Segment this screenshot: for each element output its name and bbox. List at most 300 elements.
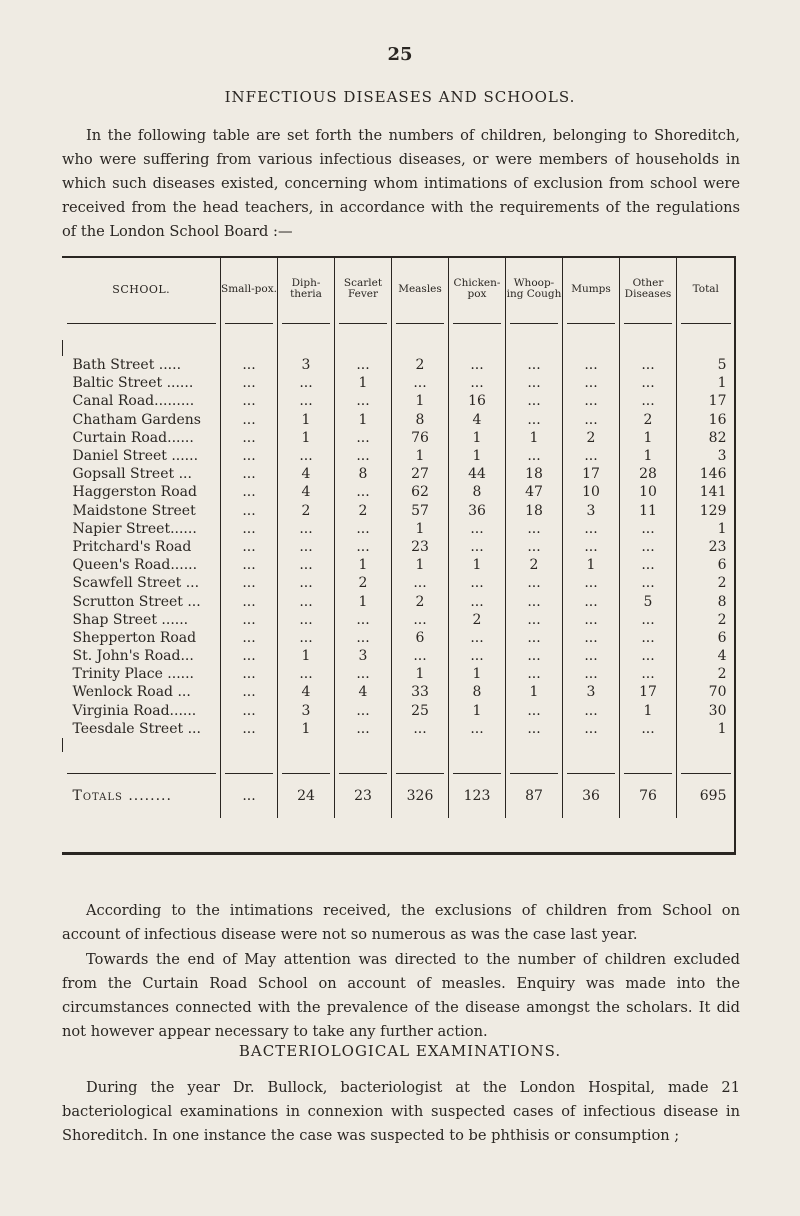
cell-smallpox: ... <box>221 683 278 701</box>
cell-other-diseases: 28 <box>620 465 677 483</box>
cell-mumps: ... <box>563 374 620 392</box>
cell-chickenpox: ... <box>449 520 506 538</box>
cell-scarlet-fever: 4 <box>335 683 392 701</box>
spacer-cell <box>449 738 506 752</box>
rule-cell <box>506 320 563 340</box>
rule-cell <box>392 320 449 340</box>
table-row <box>63 447 735 465</box>
cell-school: Scrutton Street ... <box>72 593 201 610</box>
cell-school: Haggerston Road <box>72 484 197 501</box>
cell-smallpox: ... <box>221 702 278 720</box>
cell-chickenpox: 36 <box>449 502 506 520</box>
header-chickenpox: Chicken-pox <box>449 258 506 320</box>
cell-measles: 33 <box>392 683 449 701</box>
cell-diphtheria: 1 <box>278 647 335 665</box>
spacer-cell <box>563 738 620 752</box>
header-whooping-cough: Whoop-ing Cough <box>506 258 563 320</box>
rule-cell <box>449 752 506 774</box>
spacer-row <box>63 340 735 356</box>
cell-chickenpox: 1 <box>449 556 506 574</box>
cell-total: 70 <box>677 683 735 701</box>
spacer-cell <box>278 340 335 356</box>
cell-smallpox: ... <box>221 411 278 429</box>
cell-diphtheria: 4 <box>278 465 335 483</box>
table-row <box>63 502 735 520</box>
table-row <box>63 629 735 647</box>
cell-mumps: 2 <box>563 429 620 447</box>
cell-scarlet-fever: 1 <box>335 556 392 574</box>
cell-measles: 1 <box>392 556 449 574</box>
cell-mumps: ... <box>563 702 620 720</box>
cell-measles: 2 <box>392 592 449 610</box>
header-mumps: Mumps <box>563 258 620 320</box>
cell-other-diseases: 1 <box>620 429 677 447</box>
cell-whooping-cough: ... <box>506 592 563 610</box>
cell-total: 2 <box>677 611 735 629</box>
cell-whooping-cough: 1 <box>506 683 563 701</box>
cell-other-diseases: ... <box>620 720 677 738</box>
spacer-cell <box>506 738 563 752</box>
cell-total: 1 <box>677 520 735 538</box>
disease-table <box>62 256 736 855</box>
cell-whooping-cough: ... <box>506 447 563 465</box>
cell-school: Teesdale Street ... <box>72 720 201 737</box>
spacer-cell <box>620 738 677 752</box>
spacer-cell <box>278 738 335 752</box>
cell-diphtheria: ... <box>278 520 335 538</box>
cell-smallpox: ... <box>221 374 278 392</box>
cell-measles: ... <box>392 611 449 629</box>
cell-total: 5 <box>677 356 735 374</box>
cell-school: Bath Street ..... <box>72 357 182 374</box>
cell-smallpox: ... <box>221 538 278 556</box>
curtain-road-paragraph: Towards the end of May attention was directed to the number of children excluded from the Curtain Road School on account of measles. Enquiry was made into the circumstances connected with the prevalence of the disease amongst the scholars. It did not however appear necessary to take any further action. <box>62 951 740 1040</box>
cell-scarlet-fever: ... <box>335 483 392 501</box>
cell-whooping-cough: 1 <box>506 429 563 447</box>
cell-diphtheria: ... <box>278 392 335 410</box>
cell-scarlet-fever: ... <box>335 720 392 738</box>
table-row <box>63 611 735 629</box>
cell-chickenpox: ... <box>449 374 506 392</box>
cell-mumps: ... <box>563 592 620 610</box>
cell-diphtheria: ... <box>278 574 335 592</box>
header-total: Total <box>677 258 735 320</box>
cell-mumps: ... <box>563 392 620 410</box>
cell-school: Maidstone Street <box>72 502 196 519</box>
cell-total: 2 <box>677 665 735 683</box>
cell-smallpox: ... <box>221 356 278 374</box>
cell-whooping-cough: ... <box>506 720 563 738</box>
spacer-cell <box>335 738 392 752</box>
cell-smallpox: ... <box>221 502 278 520</box>
cell-other-diseases: ... <box>620 520 677 538</box>
cell-mumps: ... <box>563 356 620 374</box>
rule-cell <box>335 752 392 774</box>
cell-smallpox: ... <box>221 429 278 447</box>
cell-whooping-cough: 47 <box>506 483 563 501</box>
cell-measles: 1 <box>392 392 449 410</box>
cell-school: Shap Street ...... <box>72 611 189 628</box>
cell-school: Trinity Place ...... <box>72 666 195 683</box>
table-row <box>63 429 735 447</box>
rule-cell <box>221 752 278 774</box>
cell-smallpox: ... <box>221 720 278 738</box>
cell-chickenpox: 16 <box>449 392 506 410</box>
table-row <box>63 483 735 501</box>
cell-measles: 8 <box>392 411 449 429</box>
cell-whooping-cough: ... <box>506 702 563 720</box>
cell-smallpox: ... <box>221 647 278 665</box>
cell-smallpox: ... <box>221 556 278 574</box>
disease-table-grid <box>62 258 735 818</box>
cell-scarlet-fever: ... <box>335 520 392 538</box>
table-row <box>63 665 735 683</box>
cell-measles: 76 <box>392 429 449 447</box>
cell-whooping-cough: 18 <box>506 465 563 483</box>
cell-other-diseases: 17 <box>620 683 677 701</box>
cell-diphtheria: ... <box>278 629 335 647</box>
cell-smallpox: ... <box>221 592 278 610</box>
cell-other-diseases: 5 <box>620 592 677 610</box>
cell-other-diseases: ... <box>620 556 677 574</box>
cell-school: Shepperton Road <box>72 629 197 646</box>
cell-diphtheria: ... <box>278 592 335 610</box>
spacer-cell <box>63 738 221 752</box>
spacer-cell <box>677 738 735 752</box>
cell-mumps: ... <box>563 574 620 592</box>
cell-total: 695 <box>677 774 735 818</box>
cell-other-diseases: 10 <box>620 483 677 501</box>
spacer-cell <box>620 340 677 356</box>
header-diphtheria: Diph-theria <box>278 258 335 320</box>
cell-school: Daniel Street ...... <box>72 448 199 465</box>
cell-scarlet-fever: ... <box>335 665 392 683</box>
table-header-row <box>63 258 735 320</box>
cell-whooping-cough: ... <box>506 392 563 410</box>
cell-measles: 1 <box>392 520 449 538</box>
cell-other-diseases: ... <box>620 538 677 556</box>
cell-whooping-cough: ... <box>506 356 563 374</box>
cell-diphtheria: 1 <box>278 720 335 738</box>
cell-scarlet-fever: ... <box>335 447 392 465</box>
spacer-cell <box>221 340 278 356</box>
bacteriological-heading: BACTERIOLOGICAL EXAMINATIONS. <box>238 1042 562 1060</box>
cell-diphtheria: 4 <box>278 483 335 501</box>
cell-whooping-cough: ... <box>506 538 563 556</box>
spacer-cell <box>506 340 563 356</box>
cell-whooping-cough: ... <box>506 574 563 592</box>
cell-scarlet-fever: ... <box>335 392 392 410</box>
spacer-cell <box>392 738 449 752</box>
cell-mumps: ... <box>563 629 620 647</box>
cell-other-diseases: ... <box>620 665 677 683</box>
rule-cell <box>63 752 221 774</box>
cell-whooping-cough: 2 <box>506 556 563 574</box>
rule-cell <box>620 752 677 774</box>
cell-total: 82 <box>677 429 735 447</box>
table-row <box>63 683 735 701</box>
cell-smallpox: ... <box>221 629 278 647</box>
table-body <box>63 320 735 818</box>
cell-measles: 23 <box>392 538 449 556</box>
cell-school: St. John's Road... <box>72 648 194 665</box>
cell-scarlet-fever: ... <box>335 629 392 647</box>
cell-diphtheria: 1 <box>278 429 335 447</box>
cell-scarlet-fever: 1 <box>335 411 392 429</box>
cell-diphtheria: 3 <box>278 702 335 720</box>
intro-paragraph: In the following table are set forth the numbers of children, belonging to Shoreditch, who were suffering from various infectious diseases, or were members of households in which such diseases existed, concerning whom intimations of exclusion from school were received from the head teachers, in accordance with the requirements of the regulations of the London School Board :— <box>62 127 740 240</box>
cell-school: Virginia Road...... <box>72 702 197 719</box>
table-row <box>63 574 735 592</box>
page-number: 25 <box>387 44 413 65</box>
cell-mumps: 10 <box>563 483 620 501</box>
header-other-diseases: Other Diseases <box>620 258 677 320</box>
cell-whooping-cough: ... <box>506 411 563 429</box>
exclusions-paragraph: According to the intimations received, the exclusions of children from School on account of infectious disease were not so numerous as was the case last year. <box>62 902 740 943</box>
cell-school: Chatham Gardens <box>72 411 201 428</box>
rule-cell <box>677 752 735 774</box>
cell-school: Gopsall Street ... <box>72 466 192 483</box>
bacteriological-paragraph: During the year Dr. Bullock, bacteriologist at the London Hospital, made 21 bacteriological examinations in connexion with suspected cases of infectious disease in Shoreditch. In one instance the case was suspected to be phthisis or consumption ; <box>62 1079 740 1144</box>
cell-diphtheria: ... <box>278 556 335 574</box>
cell-school: Baltic Street ...... <box>72 375 194 392</box>
cell-measles: 27 <box>392 465 449 483</box>
cell-diphtheria: 24 <box>278 774 335 818</box>
header-scarlet-fever: Scarlet Fever <box>335 258 392 320</box>
cell-total: 141 <box>677 483 735 501</box>
cell-mumps: ... <box>563 447 620 465</box>
cell-other-diseases: 2 <box>620 411 677 429</box>
cell-total: 1 <box>677 720 735 738</box>
cell-smallpox: ... <box>221 665 278 683</box>
cell-mumps: 17 <box>563 465 620 483</box>
cell-scarlet-fever: ... <box>335 538 392 556</box>
cell-diphtheria: ... <box>278 374 335 392</box>
cell-smallpox: ... <box>221 447 278 465</box>
cell-scarlet-fever: ... <box>335 702 392 720</box>
cell-school: Queen's Road...... <box>72 557 198 574</box>
rule-cell <box>278 752 335 774</box>
cell-chickenpox: ... <box>449 356 506 374</box>
cell-school: Wenlock Road ... <box>72 684 191 701</box>
cell-measles: 57 <box>392 502 449 520</box>
cell-school: Curtain Road...... <box>72 429 194 446</box>
cell-total: 8 <box>677 592 735 610</box>
cell-chickenpox: ... <box>449 720 506 738</box>
cell-chickenpox: 8 <box>449 483 506 501</box>
rule-cell <box>506 752 563 774</box>
cell-smallpox: ... <box>221 574 278 592</box>
rule-cell <box>392 752 449 774</box>
cell-whooping-cough: ... <box>506 665 563 683</box>
cell-chickenpox: 1 <box>449 702 506 720</box>
cell-chickenpox: ... <box>449 629 506 647</box>
cell-measles: 62 <box>392 483 449 501</box>
cell-total: 23 <box>677 538 735 556</box>
cell-scarlet-fever: 23 <box>335 774 392 818</box>
rule-cell <box>620 320 677 340</box>
cell-other-diseases: 1 <box>620 702 677 720</box>
cell-total: 146 <box>677 465 735 483</box>
spacer-cell <box>221 738 278 752</box>
rule-row <box>63 752 735 774</box>
cell-total: 4 <box>677 647 735 665</box>
cell-measles: 326 <box>392 774 449 818</box>
cell-chickenpox: ... <box>449 647 506 665</box>
cell-chickenpox: 4 <box>449 411 506 429</box>
cell-diphtheria: 2 <box>278 502 335 520</box>
cell-whooping-cough: 18 <box>506 502 563 520</box>
table-row <box>63 465 735 483</box>
cell-total: 1 <box>677 374 735 392</box>
cell-mumps: ... <box>563 720 620 738</box>
spacer-cell <box>449 340 506 356</box>
cell-total: 16 <box>677 411 735 429</box>
cell-measles: ... <box>392 720 449 738</box>
cell-mumps: 3 <box>563 683 620 701</box>
cell-measles: 2 <box>392 356 449 374</box>
cell-whooping-cough: ... <box>506 611 563 629</box>
cell-mumps: 1 <box>563 556 620 574</box>
cell-smallpox: ... <box>221 520 278 538</box>
cell-whooping-cough: ... <box>506 520 563 538</box>
cell-measles: ... <box>392 374 449 392</box>
header-smallpox: Small-pox. <box>221 258 278 320</box>
cell-other-diseases: ... <box>620 574 677 592</box>
cell-other-diseases: ... <box>620 392 677 410</box>
cell-total: 6 <box>677 556 735 574</box>
cell-school: Canal Road......... <box>72 393 195 410</box>
cell-school: Scawfell Street ... <box>72 575 200 592</box>
cell-diphtheria: ... <box>278 611 335 629</box>
cell-scarlet-fever: 3 <box>335 647 392 665</box>
rule-cell <box>563 752 620 774</box>
cell-measles: ... <box>392 574 449 592</box>
spacer-cell <box>563 340 620 356</box>
cell-chickenpox: 2 <box>449 611 506 629</box>
cell-school: Napier Street...... <box>72 520 197 537</box>
spacer-row <box>63 738 735 752</box>
cell-mumps: ... <box>563 647 620 665</box>
rule-cell <box>449 320 506 340</box>
table-row <box>63 411 735 429</box>
spacer-cell <box>392 340 449 356</box>
cell-scarlet-fever: 2 <box>335 502 392 520</box>
cell-smallpox: ... <box>221 774 278 818</box>
cell-diphtheria: 3 <box>278 356 335 374</box>
cell-total: 30 <box>677 702 735 720</box>
cell-whooping-cough: 87 <box>506 774 563 818</box>
table-bottom-rule <box>62 852 736 855</box>
table-row <box>63 392 735 410</box>
cell-measles: ... <box>392 647 449 665</box>
cell-diphtheria: ... <box>278 538 335 556</box>
cell-whooping-cough: ... <box>506 374 563 392</box>
cell-chickenpox: ... <box>449 574 506 592</box>
cell-measles: 6 <box>392 629 449 647</box>
spacer-cell <box>63 340 221 356</box>
table-row <box>63 520 735 538</box>
table-row <box>63 556 735 574</box>
cell-chickenpox: 8 <box>449 683 506 701</box>
table-row <box>63 647 735 665</box>
cell-other-diseases: 1 <box>620 447 677 465</box>
cell-mumps: ... <box>563 520 620 538</box>
table-row <box>63 720 735 738</box>
cell-measles: 25 <box>392 702 449 720</box>
rule-cell <box>677 320 735 340</box>
cell-mumps: 36 <box>563 774 620 818</box>
cell-chickenpox: ... <box>449 538 506 556</box>
cell-chickenpox: 1 <box>449 665 506 683</box>
cell-other-diseases: ... <box>620 611 677 629</box>
cell-school: Totals ........ <box>72 787 172 804</box>
cell-diphtheria: 4 <box>278 683 335 701</box>
table-row <box>63 374 735 392</box>
spacer-cell <box>677 340 735 356</box>
cell-scarlet-fever: ... <box>335 429 392 447</box>
cell-other-diseases: ... <box>620 629 677 647</box>
cell-other-diseases: 76 <box>620 774 677 818</box>
cell-whooping-cough: ... <box>506 647 563 665</box>
rule-cell <box>278 320 335 340</box>
cell-total: 2 <box>677 574 735 592</box>
header-school: SCHOOL. <box>112 282 171 296</box>
rule-cell <box>221 320 278 340</box>
section-heading: INFECTIOUS DISEASES AND SCHOOLS. <box>224 88 576 106</box>
cell-chickenpox: ... <box>449 592 506 610</box>
rule-row <box>63 320 735 340</box>
rule-cell <box>63 320 221 340</box>
table-row <box>63 538 735 556</box>
cell-school: Pritchard's Road <box>72 538 192 555</box>
cell-scarlet-fever: 2 <box>335 574 392 592</box>
cell-diphtheria: ... <box>278 447 335 465</box>
cell-other-diseases: ... <box>620 356 677 374</box>
cell-chickenpox: 1 <box>449 429 506 447</box>
cell-other-diseases: 11 <box>620 502 677 520</box>
cell-smallpox: ... <box>221 465 278 483</box>
cell-scarlet-fever: ... <box>335 611 392 629</box>
cell-mumps: ... <box>563 611 620 629</box>
cell-scarlet-fever: 8 <box>335 465 392 483</box>
cell-mumps: ... <box>563 411 620 429</box>
cell-chickenpox: 1 <box>449 447 506 465</box>
cell-scarlet-fever: 1 <box>335 592 392 610</box>
cell-other-diseases: ... <box>620 647 677 665</box>
cell-smallpox: ... <box>221 611 278 629</box>
table-row <box>63 702 735 720</box>
cell-scarlet-fever: ... <box>335 356 392 374</box>
cell-smallpox: ... <box>221 392 278 410</box>
cell-chickenpox: 44 <box>449 465 506 483</box>
cell-diphtheria: ... <box>278 665 335 683</box>
rule-cell <box>563 320 620 340</box>
header-measles: Measles <box>392 258 449 320</box>
cell-total: 129 <box>677 502 735 520</box>
cell-chickenpox: 123 <box>449 774 506 818</box>
cell-total: 17 <box>677 392 735 410</box>
cell-other-diseases: ... <box>620 374 677 392</box>
cell-mumps: ... <box>563 665 620 683</box>
rule-cell <box>335 320 392 340</box>
totals-row <box>63 774 735 818</box>
table-row <box>63 592 735 610</box>
cell-whooping-cough: ... <box>506 629 563 647</box>
cell-measles: 1 <box>392 447 449 465</box>
spacer-cell <box>335 340 392 356</box>
cell-mumps: ... <box>563 538 620 556</box>
